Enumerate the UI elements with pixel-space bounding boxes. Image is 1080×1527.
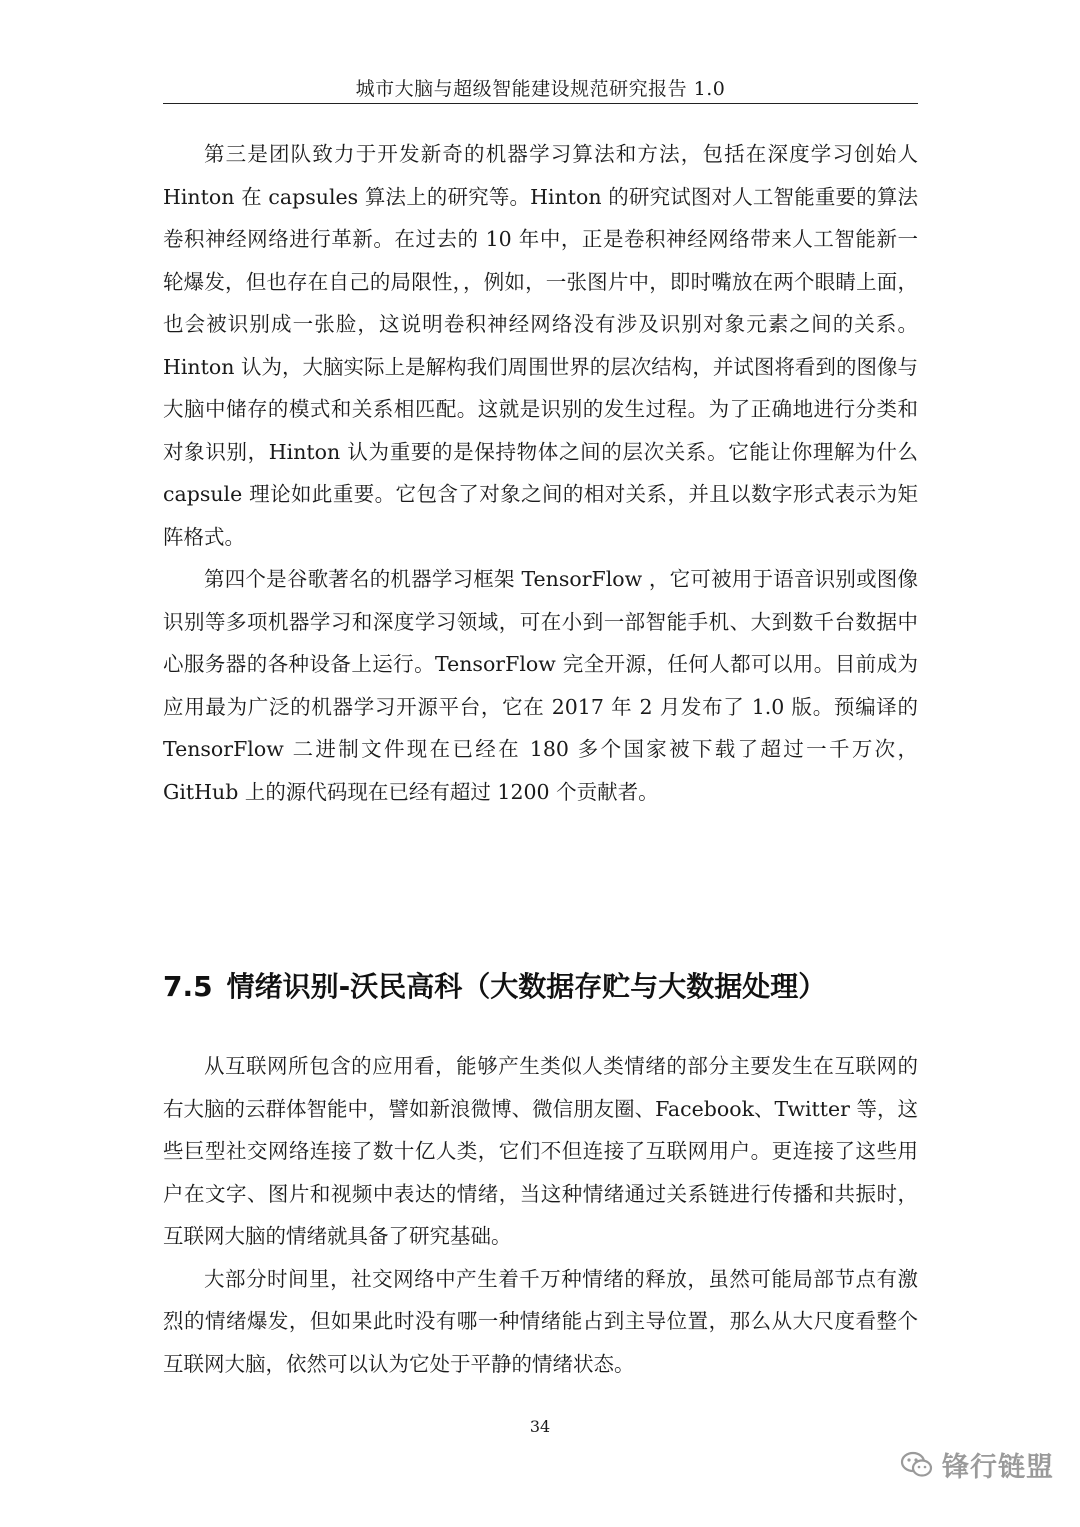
page-number: 34 [529, 1417, 551, 1436]
page-header-title: 城市大脑与超级智能建设规范研究报告 1.0 [355, 78, 726, 100]
watermark-text: 锋行链盟 [942, 1452, 1054, 1483]
body-text-block-1 [163, 133, 918, 813]
header-divider [163, 103, 918, 104]
body-text-block-2 [163, 1045, 918, 1385]
paragraph-tensorflow: 第四个是谷歌著名的机器学习框架 TensorFlow ，它可被用于语音识别或图像识别等多项机器学习和深度学习领域，可在小到一部智能手机、大到数千台数据中心服务器的各种设备上运行。TensorFlow 完全开源，任何人都可以用。目前成为应用最为广泛的机器学习开源平台，它在 2017 年 2 月发布了 1.0 版。预编译的 TensorFlow 二进制文件现在已经在 180 多个国家被下载了超过一千万次，GitHub 上的源代码现在已经有超过 1200 个贡献者。 [163, 567, 918, 804]
wechat-icon [900, 1450, 934, 1480]
paragraph-capsules: 第三是团队致力于开发新奇的机器学习算法和方法，包括在深度学习创始人 Hinton 在 capsules 算法上的研究等。Hinton 的研究试图对人工智能重要的算法卷积神经网络进行革新。在过去的 10 年中，正是卷积神经网络带来人工智能新一轮爆发，但也存在自己的局限性，，例如，一张图片中，即时嘴放在两个眼睛上面，也会被识别成一张脸，这说明卷积神经网络没有涉及识别对象元素之间的关系。Hinton 认为，大脑实际上是解构我们周围世界的层次结构，并试图将看到的图像与大脑中储存的模式和关系相匹配。这就是识别的发生过程。为了正确地进行分类和对象识别，Hinton 认为重要的是保持物体之间的层次关系。它能让你理解为什么 capsule 理论如此重要。它包含了对象之间的相对关系，并且以数字形式表示为矩阵格式。 [163, 142, 918, 549]
section-title: 情绪识别-沃民高科（大数据存贮与大数据处理） [226, 970, 827, 1003]
paragraph-calm-state: 大部分时间里，社交网络中产生着千万种情绪的释放，虽然可能局部节点有激烈的情绪爆发，但如果此时没有哪一种情绪能占到主导位置，那么从大尺度看整个互联网大脑，依然可以认为它处于平静的情绪状态。 [163, 1266, 918, 1376]
paragraph-social-emotion: 从互联网所包含的应用看，能够产生类似人类情绪的部分主要发生在互联网的右大脑的云群体智能中，譬如新浪微博、微信朋友圈、Facebook、Twitter 等，这些巨型社交网络连接了数十亿人类，它们不但连接了互联网用户。更连接了这些用户在文字、图片和视频中表达的情绪，当这种情绪通过关系链进行传播和共振时，互联网大脑的情绪就具备了研究基础。 [163, 1054, 918, 1248]
section-heading [163, 967, 918, 1007]
section-number: 7.5 [163, 970, 213, 1003]
watermark [900, 1445, 1054, 1484]
